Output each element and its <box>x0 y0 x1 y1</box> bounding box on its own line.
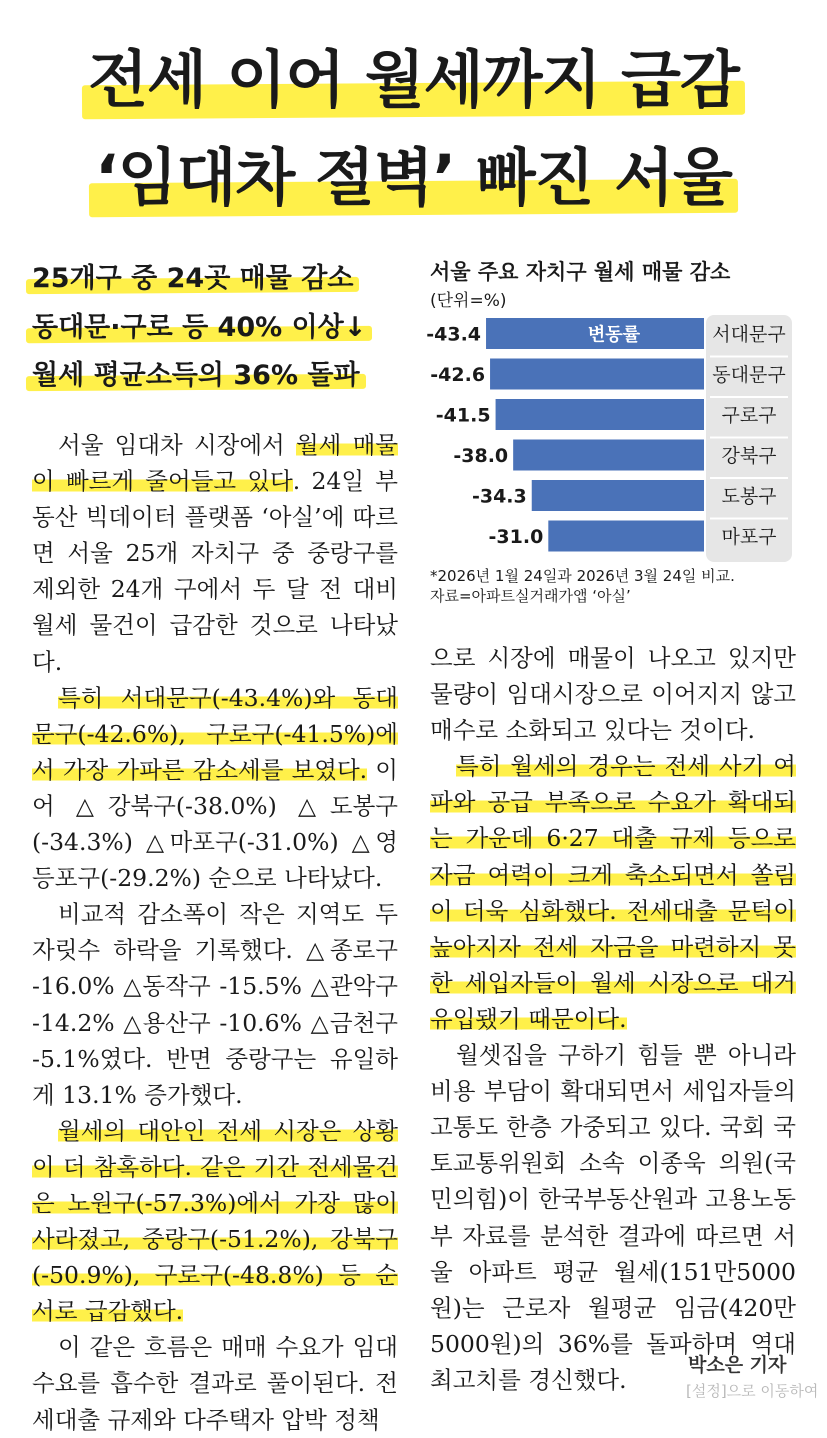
category-label: 동대문구 <box>712 364 786 386</box>
body-text: 으로 시장에 매물이 나오고 있지만 물량이 임대시장으로 이어지지 않고 매수로 소화되고 있다는 것이다. <box>430 644 796 745</box>
article-paragraph <box>430 640 796 748</box>
category-label: 도봉구 <box>721 485 777 508</box>
bar-도봉구 <box>532 480 704 511</box>
chart-note <box>430 566 735 606</box>
body-text: 월셋집을 구하기 힘들 뿐 아니라 비용 부담이 확대되면서 세입자들의 고통도 한층 가중되고 있다. 국회 국토교통위원회 소속 이종욱 의원(국민의힘)이 한국부동산원과 고용노동부 자료를 분석한 결과에 따르면 서울 아파트 평균 월세(151만5000원)는 근로자 월평균 임금(420만5000원)의 36%를 돌파하며 역대 최고치를 경신했다. <box>430 1041 796 1394</box>
value-label: -34.3 <box>471 485 527 508</box>
article-paragraph <box>430 1037 796 1398</box>
bar-chart <box>420 300 800 562</box>
bar-마포구 <box>548 521 704 552</box>
bar-동대문구 <box>490 359 704 390</box>
highlighted-text: 특히 월세의 경우는 전세 사기 여파와 공급 부족으로 수요가 확대되는 가운데 6·27 대출 규제 등으로 자금 여력이 크게 축소되면서 쏠림이 더욱 심화했다. 전세대출 문턱이 높아지자 전세 자금을 마련하지 못한 세입자들이 월세 시장으로 대거 유입됐기 때문이다. <box>430 752 796 1033</box>
chart-source: 자료=아파트실거래가앱 ‘아실’ <box>430 587 631 605</box>
value-label: -42.6 <box>430 364 486 386</box>
body-text: 이 같은 흐름은 매매 수요가 임대수요를 흡수한 결과로 풀이된다. 전세대출 규제와 다주택자 압박 정책 <box>32 1333 398 1434</box>
chart-footnote: *2026년 1월 24일과 2026년 3월 24일 비교. <box>430 567 735 585</box>
category-label: 구로구 <box>721 404 777 427</box>
body-text: . 24일 부동산 빅데이터 플랫폼 ‘아실’에 따르면 서울 25개 자치구 중 중랑구를 제외한 24개 구에서 두 달 전 대비 월세 물건이 급감한 것으로 나타났다. <box>32 467 399 676</box>
highlighted-text: 월세의 대안인 전세 시장은 상황이 더 참혹하다. 같은 기간 전세물건은 노원구(-57.3%)에서 가장 많이 사라졌고, 중랑구(-51.2%), 강북구(-50.9%), 구로구(-48.8%) 등 순서로 급감했다. <box>32 1116 398 1326</box>
subhead-1: 25개구 중 24곳 매물 감소 <box>32 256 353 295</box>
value-label: -41.5 <box>435 404 491 427</box>
byline: 박소은 기자 <box>688 1354 787 1376</box>
article-paragraph <box>32 680 398 897</box>
highlighted-text: 월세 매물이 빠르게 줄어들고 있다 <box>32 431 398 496</box>
article-paragraph <box>32 896 398 1113</box>
body-text: 서울 임대차 시장에서 <box>58 431 296 459</box>
article-paragraph <box>32 1113 398 1330</box>
chart-title: 서울 주요 자치구 월세 매물 감소 <box>430 260 731 284</box>
article-column-right <box>430 640 796 1398</box>
article-paragraph <box>430 748 796 1037</box>
body-text: 비교적 감소폭이 작은 지역도 두 자릿수 하락을 기록했다. △종로구 -16.0% △동작구 -15.5% △관악구 -14.2% △용산구 -10.6% △금천구 -5.1%였다. 반면 중랑구는 유일하게 13.1% 증가했다. <box>32 900 398 1109</box>
article-paragraph <box>32 1329 398 1437</box>
value-label: -38.0 <box>453 445 509 467</box>
headline-line-1: 전세 이어 월세까지 급감 <box>0 30 827 119</box>
value-label: -31.0 <box>488 526 544 548</box>
highlighted-text: 특히 서대문구(-43.4%)와 동대문구(-42.6%), 구로구(-41.5%)에서 가장 가파른 감소세를 보였다. <box>32 683 398 784</box>
category-label: 서대문구 <box>712 323 786 346</box>
headline-line-2: ‘임대차 절벽’ 빠진 서울 <box>0 128 827 217</box>
subhead-3: 월세 평균소득의 36% 돌파 <box>32 353 360 392</box>
watermark: [설정]으로 이동하여 <box>686 1382 819 1400</box>
chart-unit: (단위=%) <box>430 291 507 311</box>
body-text: 이어 △강북구(-38.0%) △도봉구(-34.3%) △마포구(-31.0%) △영등포구(-29.2%) 순으로 나타났다. <box>32 755 398 893</box>
category-label: 강북구 <box>721 445 777 467</box>
bar-강북구 <box>513 440 704 471</box>
article-paragraph <box>32 427 398 680</box>
article-column-left <box>32 427 398 1438</box>
series-label: 변동률 <box>587 324 641 346</box>
value-label: -43.4 <box>426 323 482 346</box>
bar-구로구 <box>496 399 704 430</box>
category-label: 마포구 <box>721 526 777 548</box>
subhead-2: 동대문·구로 등 40% 이상↓ <box>32 305 366 344</box>
